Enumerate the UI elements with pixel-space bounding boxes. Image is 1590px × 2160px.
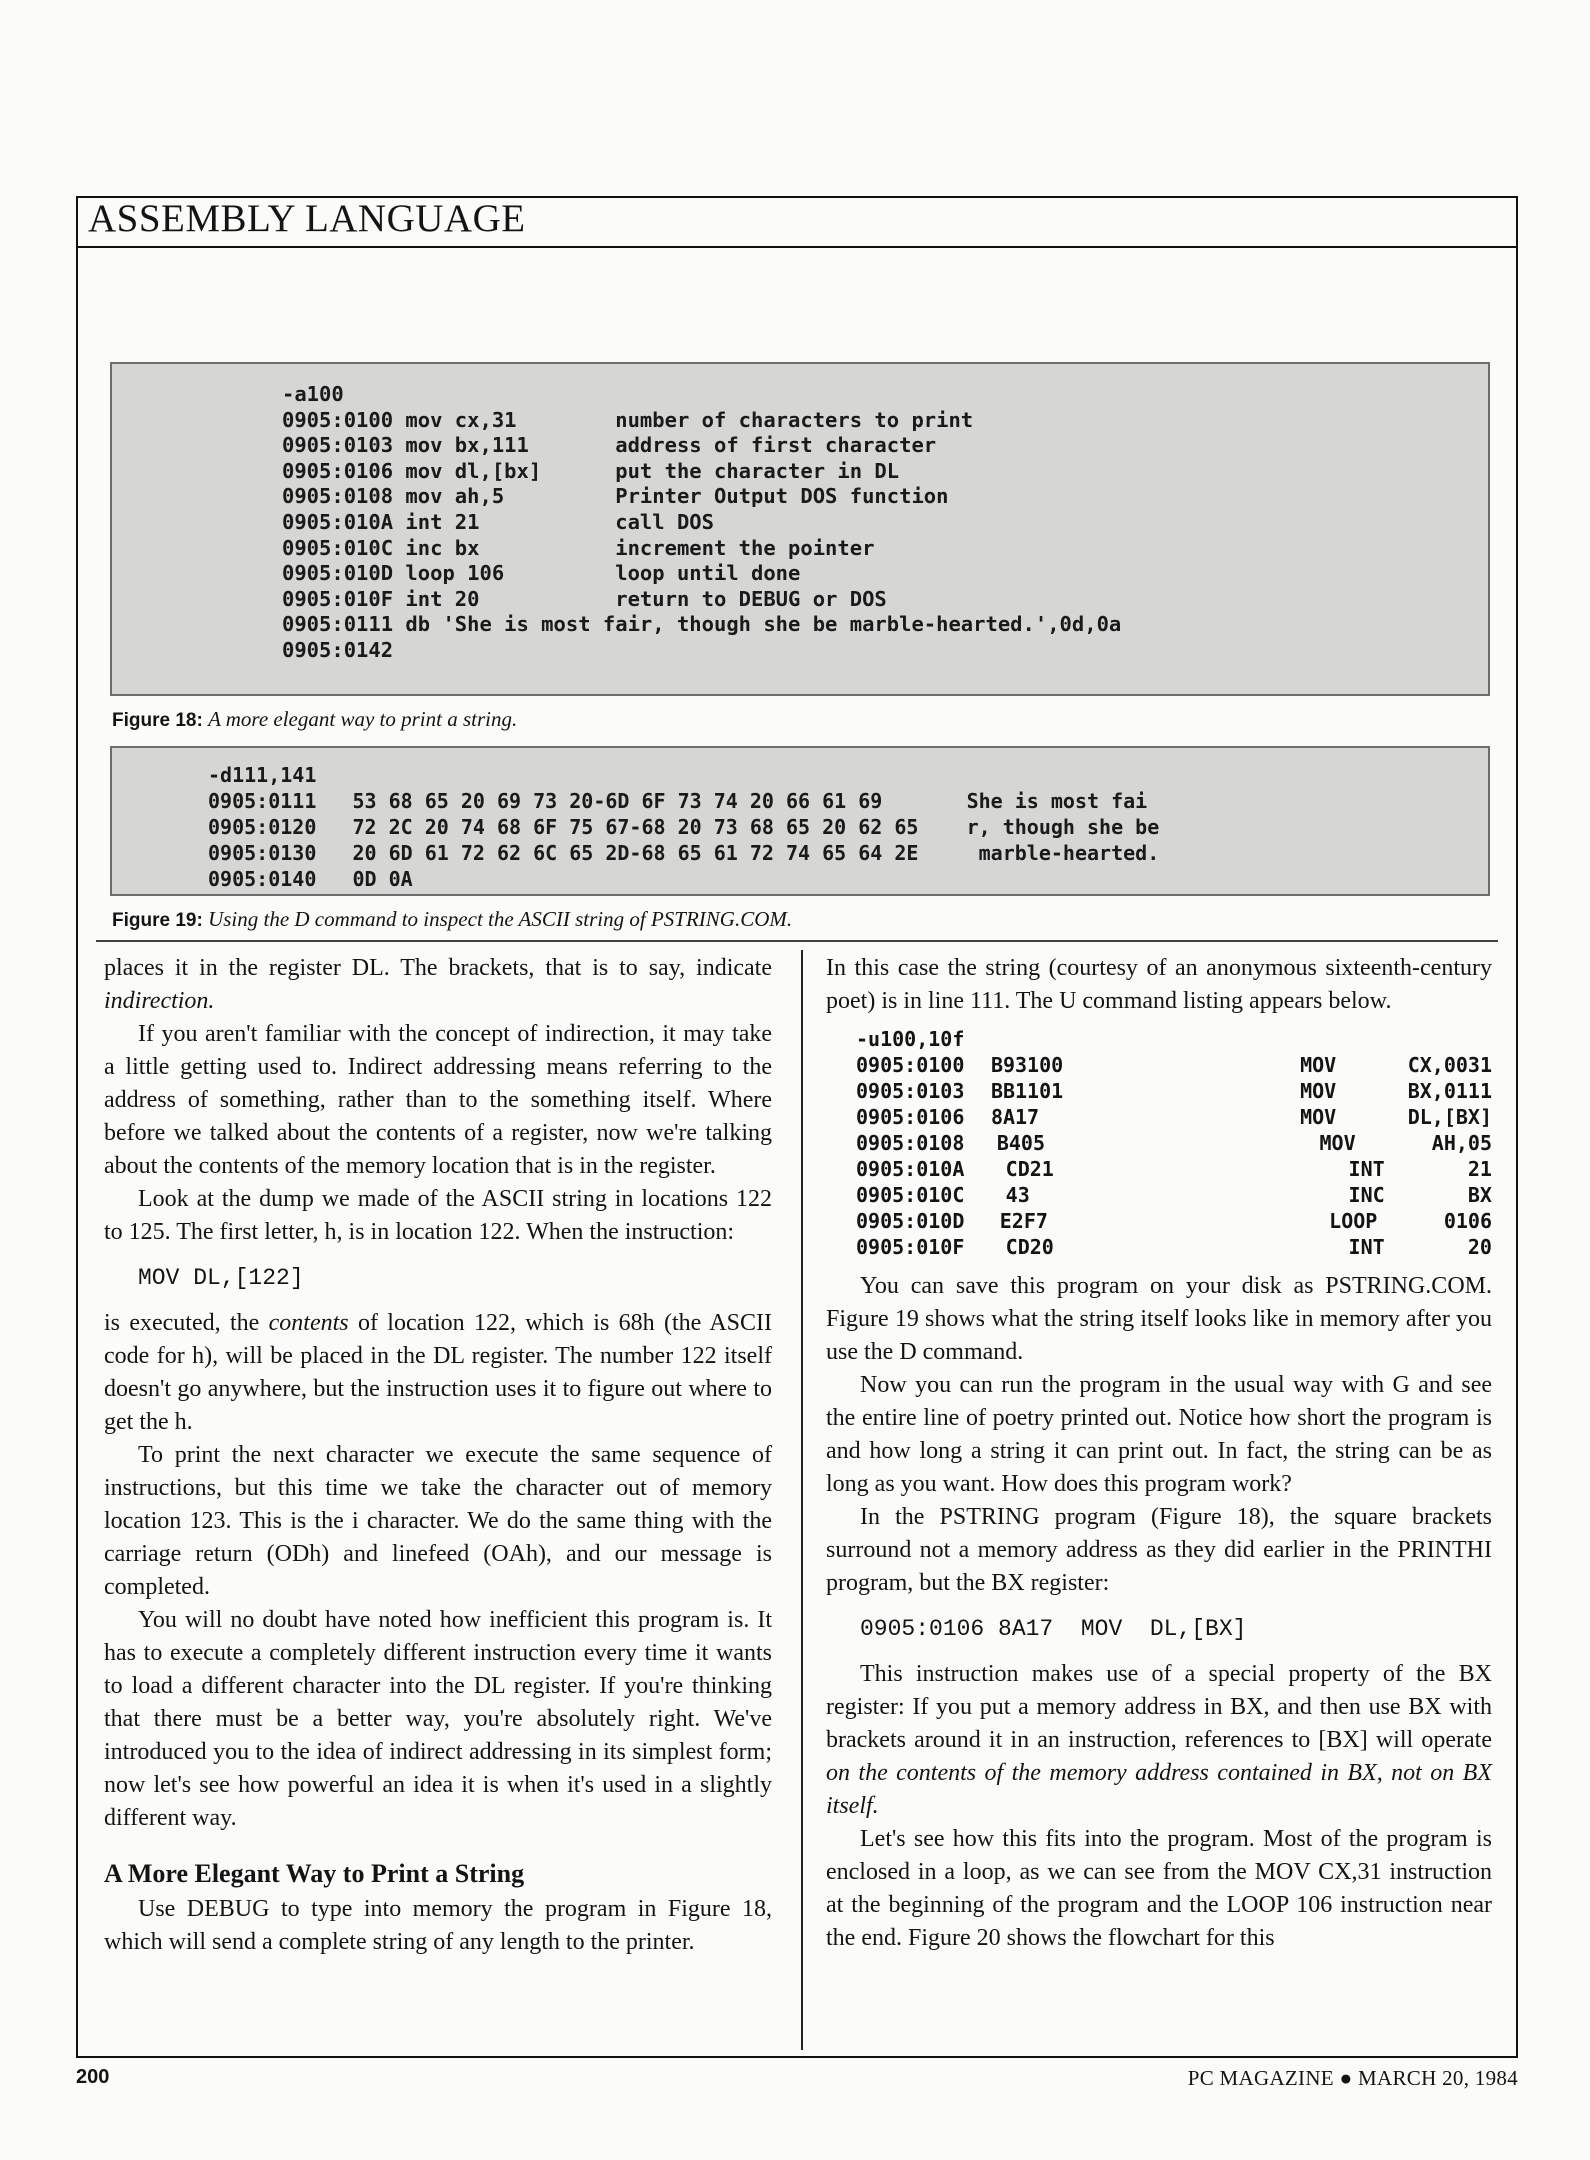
- listing-address: 0905:0106: [856, 1105, 965, 1129]
- listing-args: 21: [1467, 1157, 1492, 1181]
- figure-19-caption: [112, 906, 792, 934]
- listing-hex: CD21: [1005, 1157, 1054, 1181]
- listing-op: MOV: [1300, 1105, 1337, 1129]
- paragraph: Now you can run the program in the usual way with G and see the entire line of poetry printed out. Notice how short the program is and how long a string it can print out. In fact, the string can be as long as you want. How does this program work?: [826, 1372, 1492, 1497]
- listing-address: 0905:0103: [856, 1079, 965, 1103]
- text-span: This instruction makes use of a special property of the BX register: If you put a memory address in BX, and then use BX with brackets around it in an instruction, references to [BX] will operate: [826, 1661, 1492, 1753]
- listing-hex: BB1101: [990, 1079, 1064, 1103]
- paragraph: Look at the dump we made of the ASCII string in locations 122 to 125. The first letter, h, is in location 122. When the instruction:: [104, 1186, 772, 1245]
- column-divider: [801, 950, 803, 2050]
- section-heading: A More Elegant Way to Print a String: [104, 1859, 525, 1888]
- listing-address: 0905:010D: [856, 1209, 965, 1233]
- paragraph: Use DEBUG to type into memory the program in Figure 18, which will send a complete string of any length to the printer.: [104, 1896, 772, 1955]
- section-header: ASSEMBLY LANGUAGE: [88, 197, 526, 240]
- code-line: MOV DL,[122]: [138, 1265, 304, 1291]
- listing-hex: CD20: [1005, 1235, 1054, 1259]
- listing-row: [856, 1130, 1492, 1156]
- listing-address: 0905:0108: [856, 1131, 965, 1155]
- figure-19-label: Figure 19:: [112, 910, 203, 931]
- text-span: of location 122, which is 68h (the ASCII code for h), will be placed in the DL register. The number 122 itself doesn't go anywhere, but the instruction uses it to figure out where to get the h.: [104, 1310, 772, 1435]
- listing-row: [856, 1104, 1492, 1130]
- unassemble-listing: [856, 1026, 1492, 1260]
- left-column: [104, 952, 772, 1959]
- listing-args: CX,0031: [1407, 1053, 1492, 1077]
- listing-row: [856, 1052, 1492, 1078]
- listing-row: [856, 1078, 1492, 1104]
- figure-18-caption-text: A more elegant way to print a string.: [208, 707, 518, 731]
- listing-args: 0106: [1443, 1209, 1492, 1233]
- paragraph: [104, 1307, 772, 1439]
- right-column: [826, 952, 1492, 1955]
- listing-args: AH,05: [1431, 1131, 1492, 1155]
- figure-18-label: Figure 18:: [112, 710, 203, 731]
- listing-hex: 8A17: [990, 1105, 1040, 1129]
- listing-address: 0905:010A: [856, 1157, 965, 1181]
- listing-address: 0905:010C: [856, 1183, 965, 1207]
- paragraph: To print the next character we execute the same sequence of instructions, but this time we take the character out of memory location 123. This is the i character. We do the same thing with the carriage return (ODh) and linefeed (OAh), and our message is completed.: [104, 1442, 772, 1600]
- figure-18-caption: [112, 706, 517, 734]
- listing-hex: B93100: [990, 1053, 1064, 1077]
- listing-op: MOV: [1319, 1131, 1356, 1155]
- emphasis: indirection.: [104, 988, 215, 1014]
- listing-row: [856, 1156, 1492, 1182]
- listing-args: 20: [1467, 1235, 1492, 1259]
- listing-hex: E2F7: [999, 1209, 1048, 1233]
- listing-op: INC: [1348, 1183, 1385, 1207]
- emphasis: contents: [268, 1310, 349, 1336]
- listing-op: MOV: [1300, 1079, 1337, 1103]
- paragraph: You will no doubt have noted how inefficient this program is. It has to execute a completely different instruction every time it wants to load a different character into the DL register. If you're thinking that there must be a better way, you're absolutely right. We've introduced you to the idea of indirect addressing in its simplest form; now let's see how powerful an idea it is when it's used in a slightly different way.: [104, 1607, 772, 1831]
- listing-hex: B405: [996, 1131, 1045, 1155]
- listing-args: BX,0111: [1407, 1079, 1492, 1103]
- listing-op: INT: [1348, 1235, 1385, 1259]
- unassemble-command: -u100,10f: [856, 1027, 965, 1051]
- figure-18-box: [110, 362, 1490, 696]
- figure-18-code: -a100 0905:0100 mov cx,31 number of characters to print 0905:0103 mov bx,111 address of first character 0905:0106 mov dl,[bx] put the character in DL 0905:0108 mov ah,5 Printer Output DOS function 0905:010A int 21 call DOS 0905:010C inc bx increment the pointer 0905:010D loop 106 loop until done 0905:010F int 20 return to DEBUG or DOS 0905:0111 db 'She is most fair, though she be marble-hearted.',0d,0a 0905:0142: [282, 382, 1122, 662]
- listing-row: [856, 1182, 1492, 1208]
- paragraph: In the PSTRING program (Figure 18), the square brackets surround not a memory address as they did earlier in the PRINTHI program, but the BX register:: [826, 1504, 1492, 1596]
- emphasis: on the contents of the memory address contained in BX, not on BX itself.: [826, 1760, 1492, 1819]
- listing-args: DL,[BX]: [1407, 1105, 1492, 1129]
- figure-19-code: -d111,141 0905:0111 53 68 65 20 69 73 20-6D 6F 73 74 20 66 61 69 She is most fai 0905:0120 72 2C 20 74 68 6F 75 67-68 20 73 68 65 20 62 65 r, though she be 0905:0130 20 6D 61 72 62 6C 65 2D-68 65 61 72 74 65 64 2E marble-hearted. 0905:0140 0D 0A: [208, 763, 1160, 891]
- text-span: is executed, the: [104, 1310, 260, 1336]
- header-rule: [76, 246, 1518, 248]
- listing-address: 0905:0100: [856, 1053, 965, 1077]
- listing-op: LOOP: [1329, 1209, 1378, 1233]
- figure-rule: [96, 940, 1498, 942]
- paragraph: Let's see how this fits into the program. Most of the program is enclosed in a loop, as we can see from the MOV CX,31 instruction at the beginning of the program and the LOOP 106 instruction near the end. Figure 20 shows the flowchart for this: [826, 1826, 1492, 1951]
- paragraph: [826, 1658, 1492, 1823]
- listing-row: [856, 1208, 1492, 1234]
- listing-args: BX: [1467, 1183, 1492, 1207]
- paragraph: In this case the string (courtesy of an anonymous sixteenth-century poet) is in line 111. The U command listing appears below.: [826, 955, 1492, 1014]
- paragraph: You can save this program on your disk as PSTRING.COM. Figure 19 shows what the string itself looks like in memory after you use the D command.: [826, 1273, 1492, 1365]
- code-line: 0905:0106 8A17 MOV DL,[BX]: [860, 1616, 1247, 1642]
- listing-row: [856, 1234, 1492, 1260]
- figure-19-caption-text: Using the D command to inspect the ASCII string of PSTRING.COM.: [208, 907, 793, 931]
- paragraph: If you aren't familiar with the concept of indirection, it may take a little getting used to. Indirect addressing means referring to the address of something, rather than to the something itself. Where before we talked about the contents of a register, now we're talking about the contents of the memory location that is in the register.: [104, 1021, 772, 1179]
- figure-19-box: [110, 746, 1490, 896]
- listing-hex: 43: [1005, 1183, 1030, 1207]
- paragraph: [104, 952, 772, 1018]
- text-span: places it in the register DL. The brackets, that is to say, indicate: [104, 955, 772, 981]
- listing-op: INT: [1348, 1157, 1385, 1181]
- listing-address: 0905:010F: [856, 1235, 965, 1259]
- publication-footer: PC MAGAZINE ● MARCH 20, 1984: [1187, 2066, 1518, 2090]
- listing-op: MOV: [1300, 1053, 1337, 1077]
- page-number: 200: [76, 2066, 110, 2088]
